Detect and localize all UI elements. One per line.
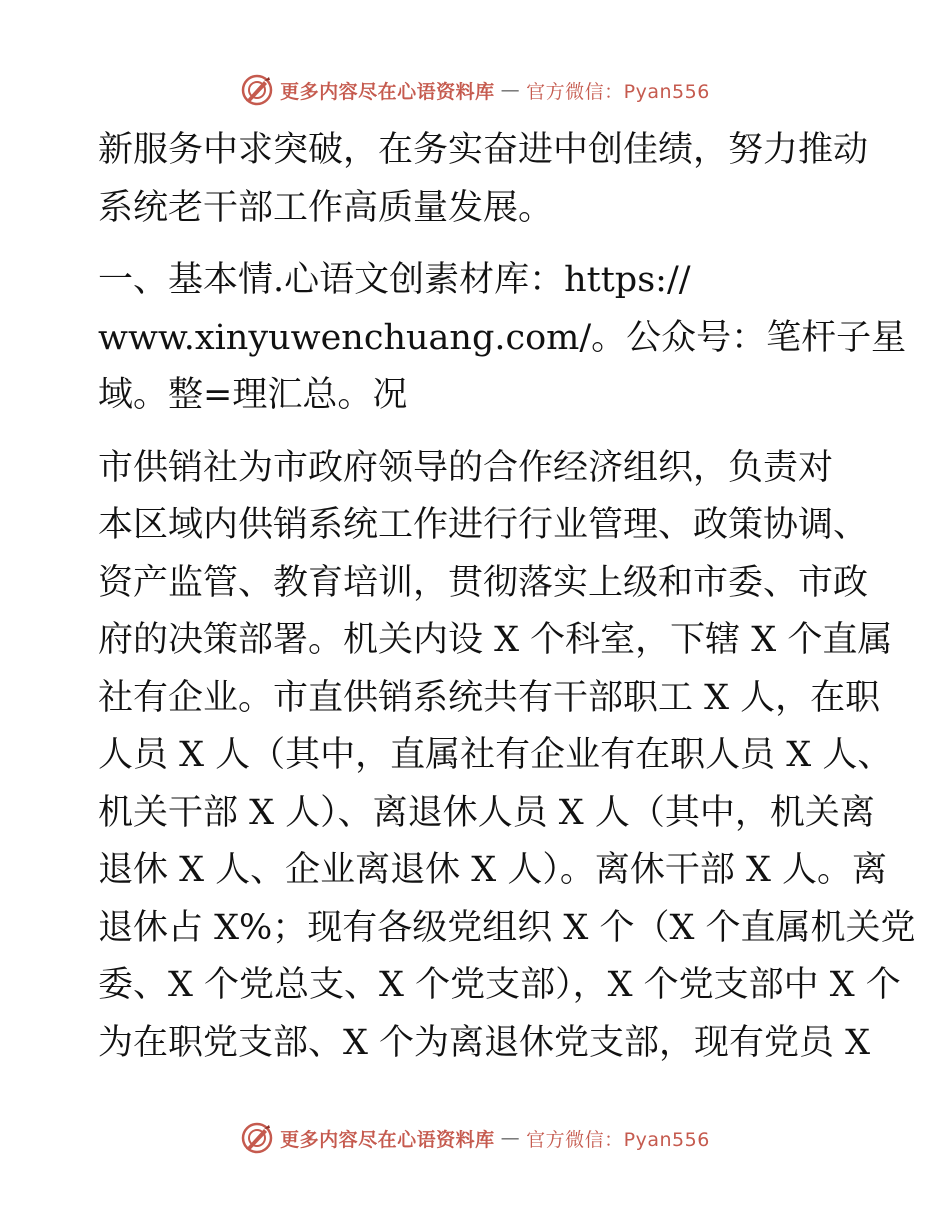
watermark-separator: — [500,79,521,101]
watermark-main-text: 更多内容尽在心语资料库 [280,1128,495,1151]
text-line: 机关干部 X 人）、离退休人员 X 人（其中，机关离 [98,792,875,833]
text-line: 为在职党支部、X 个为离退休党支部，现有党员 X [98,1022,871,1063]
paragraph-overview [98,440,916,1073]
quill-logo-icon [240,73,274,107]
watermark-main-text: 更多内容尽在心语资料库 [280,80,495,103]
text-line: 市供销社为市政府领导的合作经济组织，负责对 [98,447,834,488]
text-line: 社有企业。市直供销系统共有干部职工 X 人，在职 [98,677,881,718]
text-line: 退休占 X%；现有各级党组织 X 个（X 个直属机关党 [98,907,916,948]
section-heading-basic-info [98,252,907,425]
text-line: 人员 X 人（其中，直属社有企业有在职人员 X 人、 [98,735,893,775]
paragraph-intro [98,122,869,237]
text-line: 府的决策部署。机关内设 X 个科室，下辖 X 个直属 [98,620,893,660]
text-line: 一、基本情.心语文创素材库：https:// [98,260,691,300]
text-line: 委、X 个党总支、X 个党支部），X 个党支部中 X 个 [98,965,901,1005]
text-line: 新服务中求突破，在务实奋进中创佳绩，努力推动 [98,130,869,170]
watermark-handle: 官方微信：Pyan556 [526,1128,710,1151]
text-line: 域。整=理汇总。况 [98,375,408,415]
text-line: 系统老干部工作高质量发展。 [98,187,554,228]
watermark-handle: 官方微信：Pyan556 [526,80,710,103]
text-line: 本区域内供销系统工作进行行业管理、政策协调、 [98,505,869,545]
text-line: 退休 X 人、企业离退休 X 人）。离休干部 X 人。离 [98,850,888,890]
text-line: 资产监管、教育培训，贯彻落实上级和市委、市政 [98,562,869,603]
footer-watermark [0,1118,950,1158]
text-line: www.xinyuwenchuang.com/。公众号：笔杆子星 [98,317,907,358]
header-watermark [0,70,950,110]
quill-logo-icon [240,1121,274,1155]
watermark-separator: — [500,1127,521,1149]
document-body [98,122,916,1072]
